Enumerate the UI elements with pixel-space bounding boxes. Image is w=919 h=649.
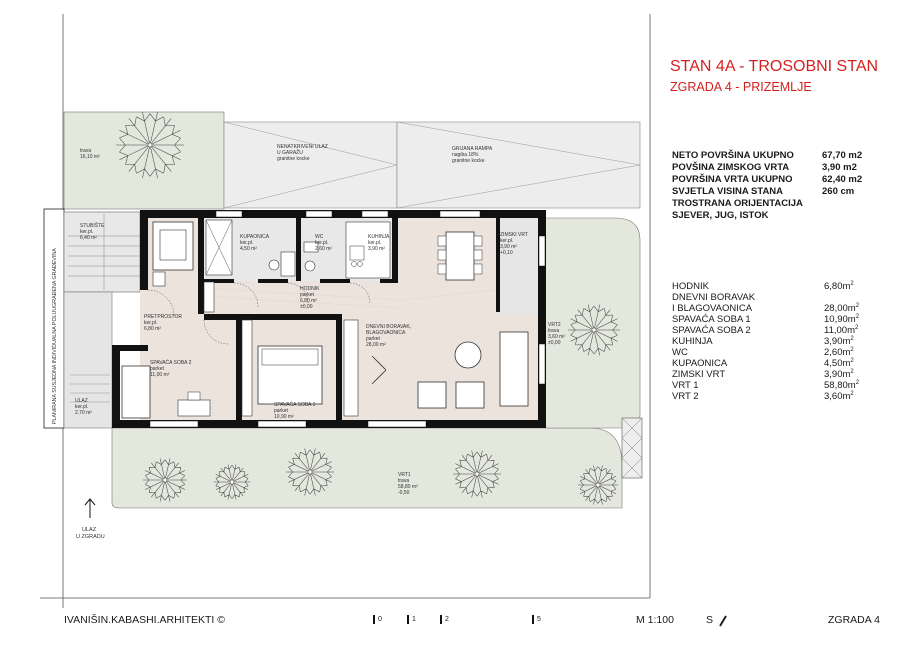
garage-entry-area <box>224 122 397 208</box>
label-garage-entry: NENATKRIVENI ULAZ U GARAŽU granitne kocke <box>277 144 328 162</box>
area-row: KUHINJA $3,90m^2$ <box>672 336 854 347</box>
firm-name: IVANIŠIN.KABASHI.ARHITEKTI © <box>64 614 225 626</box>
area-row: DNEVNI BORAVAK <box>672 292 756 303</box>
label-kuhinja: KUHINJA ker.pl. 3,90 m² <box>368 234 390 252</box>
area-row: ZIMSKI VRT $3,90m^2$ <box>672 369 854 380</box>
label-dnevni-boravak: DNEVNI BORAVAK, BLAGOVAONICA parket 28,00 m² <box>366 324 412 348</box>
scale-tick <box>440 615 442 624</box>
label-zimski-vrt: ZIMSKI VRT ker.pl. 3,90 m² +0,10 <box>500 232 528 256</box>
area-row: I BLAGOVAONICA $28,00m^2$ <box>672 303 860 314</box>
area-row: WC $2,60m^2$ <box>672 347 854 358</box>
area-row: VRT 2 $3,60m^2$ <box>672 391 854 402</box>
label-wc: WC ker.pl. 2,60 m² <box>315 234 332 252</box>
area-row: HODNIK $6,80m^2$ <box>672 281 854 292</box>
summary-table <box>672 150 862 222</box>
label-spavaca-soba-1: SPAVAĆA SOBA 1 parket 10,90 m² <box>274 402 316 420</box>
summary-row: SJEVER, JUG, ISTOK <box>672 210 769 221</box>
summary-row: SVJETLA VISINA STANA 260 cm <box>672 186 855 197</box>
ramp-area <box>397 122 640 208</box>
scale-label: 5 <box>537 616 541 623</box>
label-building-entrance: ULAZ U ZGRADU <box>76 527 105 540</box>
label-spavaca-soba-2: SPAVAĆA SOBA 2 parket 11,00 m² <box>150 360 192 378</box>
garden-south <box>112 428 622 508</box>
plan-subtitle: ZGRADA 4 - PRIZEMLJE <box>670 80 812 94</box>
label-ramp: GRIJANA RAMPA nagiba 18% granitne kocke <box>452 146 493 164</box>
label-trava: trava 16,10 m² <box>80 148 100 160</box>
summary-row: TROSTRANA ORIJENTACIJA <box>672 198 803 209</box>
scale-tick <box>407 615 409 624</box>
garden-north <box>64 112 224 209</box>
area-row: SPAVAĆA SOBA 1 $10,90m^2$ <box>672 314 860 325</box>
entrance-arrow-icon <box>85 499 95 518</box>
area-table <box>672 281 859 402</box>
north-arrow-icon <box>718 615 728 627</box>
area-row: KUPAONICA $4,50m^2$ <box>672 358 854 369</box>
scale-tick <box>532 615 534 624</box>
label-ulaz: ULAZ ker.pl. 2,70 m² <box>75 398 92 416</box>
area-row: VRT 1 $58,80m^2$ <box>672 380 860 391</box>
label-vrt1: VRT1 trava 58,80 m² -0,50 <box>398 472 418 496</box>
summary-row: POVRŠINA VRTA UKUPNO 62,40 m2 <box>672 174 863 185</box>
scale-tick <box>373 615 375 624</box>
building-label: ZGRADA 4 <box>828 614 880 626</box>
scale-ratio: M 1:100 <box>636 614 674 626</box>
label-stairwell: STUBIŠTE ker.pl. 6,40 m² <box>80 223 105 241</box>
label-hodnik: HODNIK parket 6,80 m² ±0,00 <box>300 286 320 310</box>
label-vrt2: VRT2 trava 3,60 m² ±0,00 <box>548 322 565 346</box>
scale-label: 2 <box>445 616 449 623</box>
north-label: S <box>706 614 714 626</box>
scale-label: 1 <box>412 616 416 623</box>
plan-title: STAN 4A - TROSOBNI STAN <box>670 58 879 75</box>
label-pretprostor: PRETPROSTOR ker.pl. 6,80 m² <box>144 314 182 332</box>
neighbour-label: PLANIRANA SUSJEDNA INDIVIDUALNA POLUUGRAĐENA GRAĐEVINA <box>52 248 58 424</box>
summary-row: POVŠINA ZIMSKOG VRTA 3,90 m2 <box>672 162 857 173</box>
label-kupaonica: KUPAONICA ker.pl. 4,50 m² <box>240 234 270 252</box>
area-row: SPAVAĆA SOBA 2 $11,00m^2$ <box>672 325 859 336</box>
summary-row: NETO POVRŠINA UKUPNO 67,70 m2 <box>672 150 863 161</box>
scale-label: 0 <box>378 616 382 623</box>
